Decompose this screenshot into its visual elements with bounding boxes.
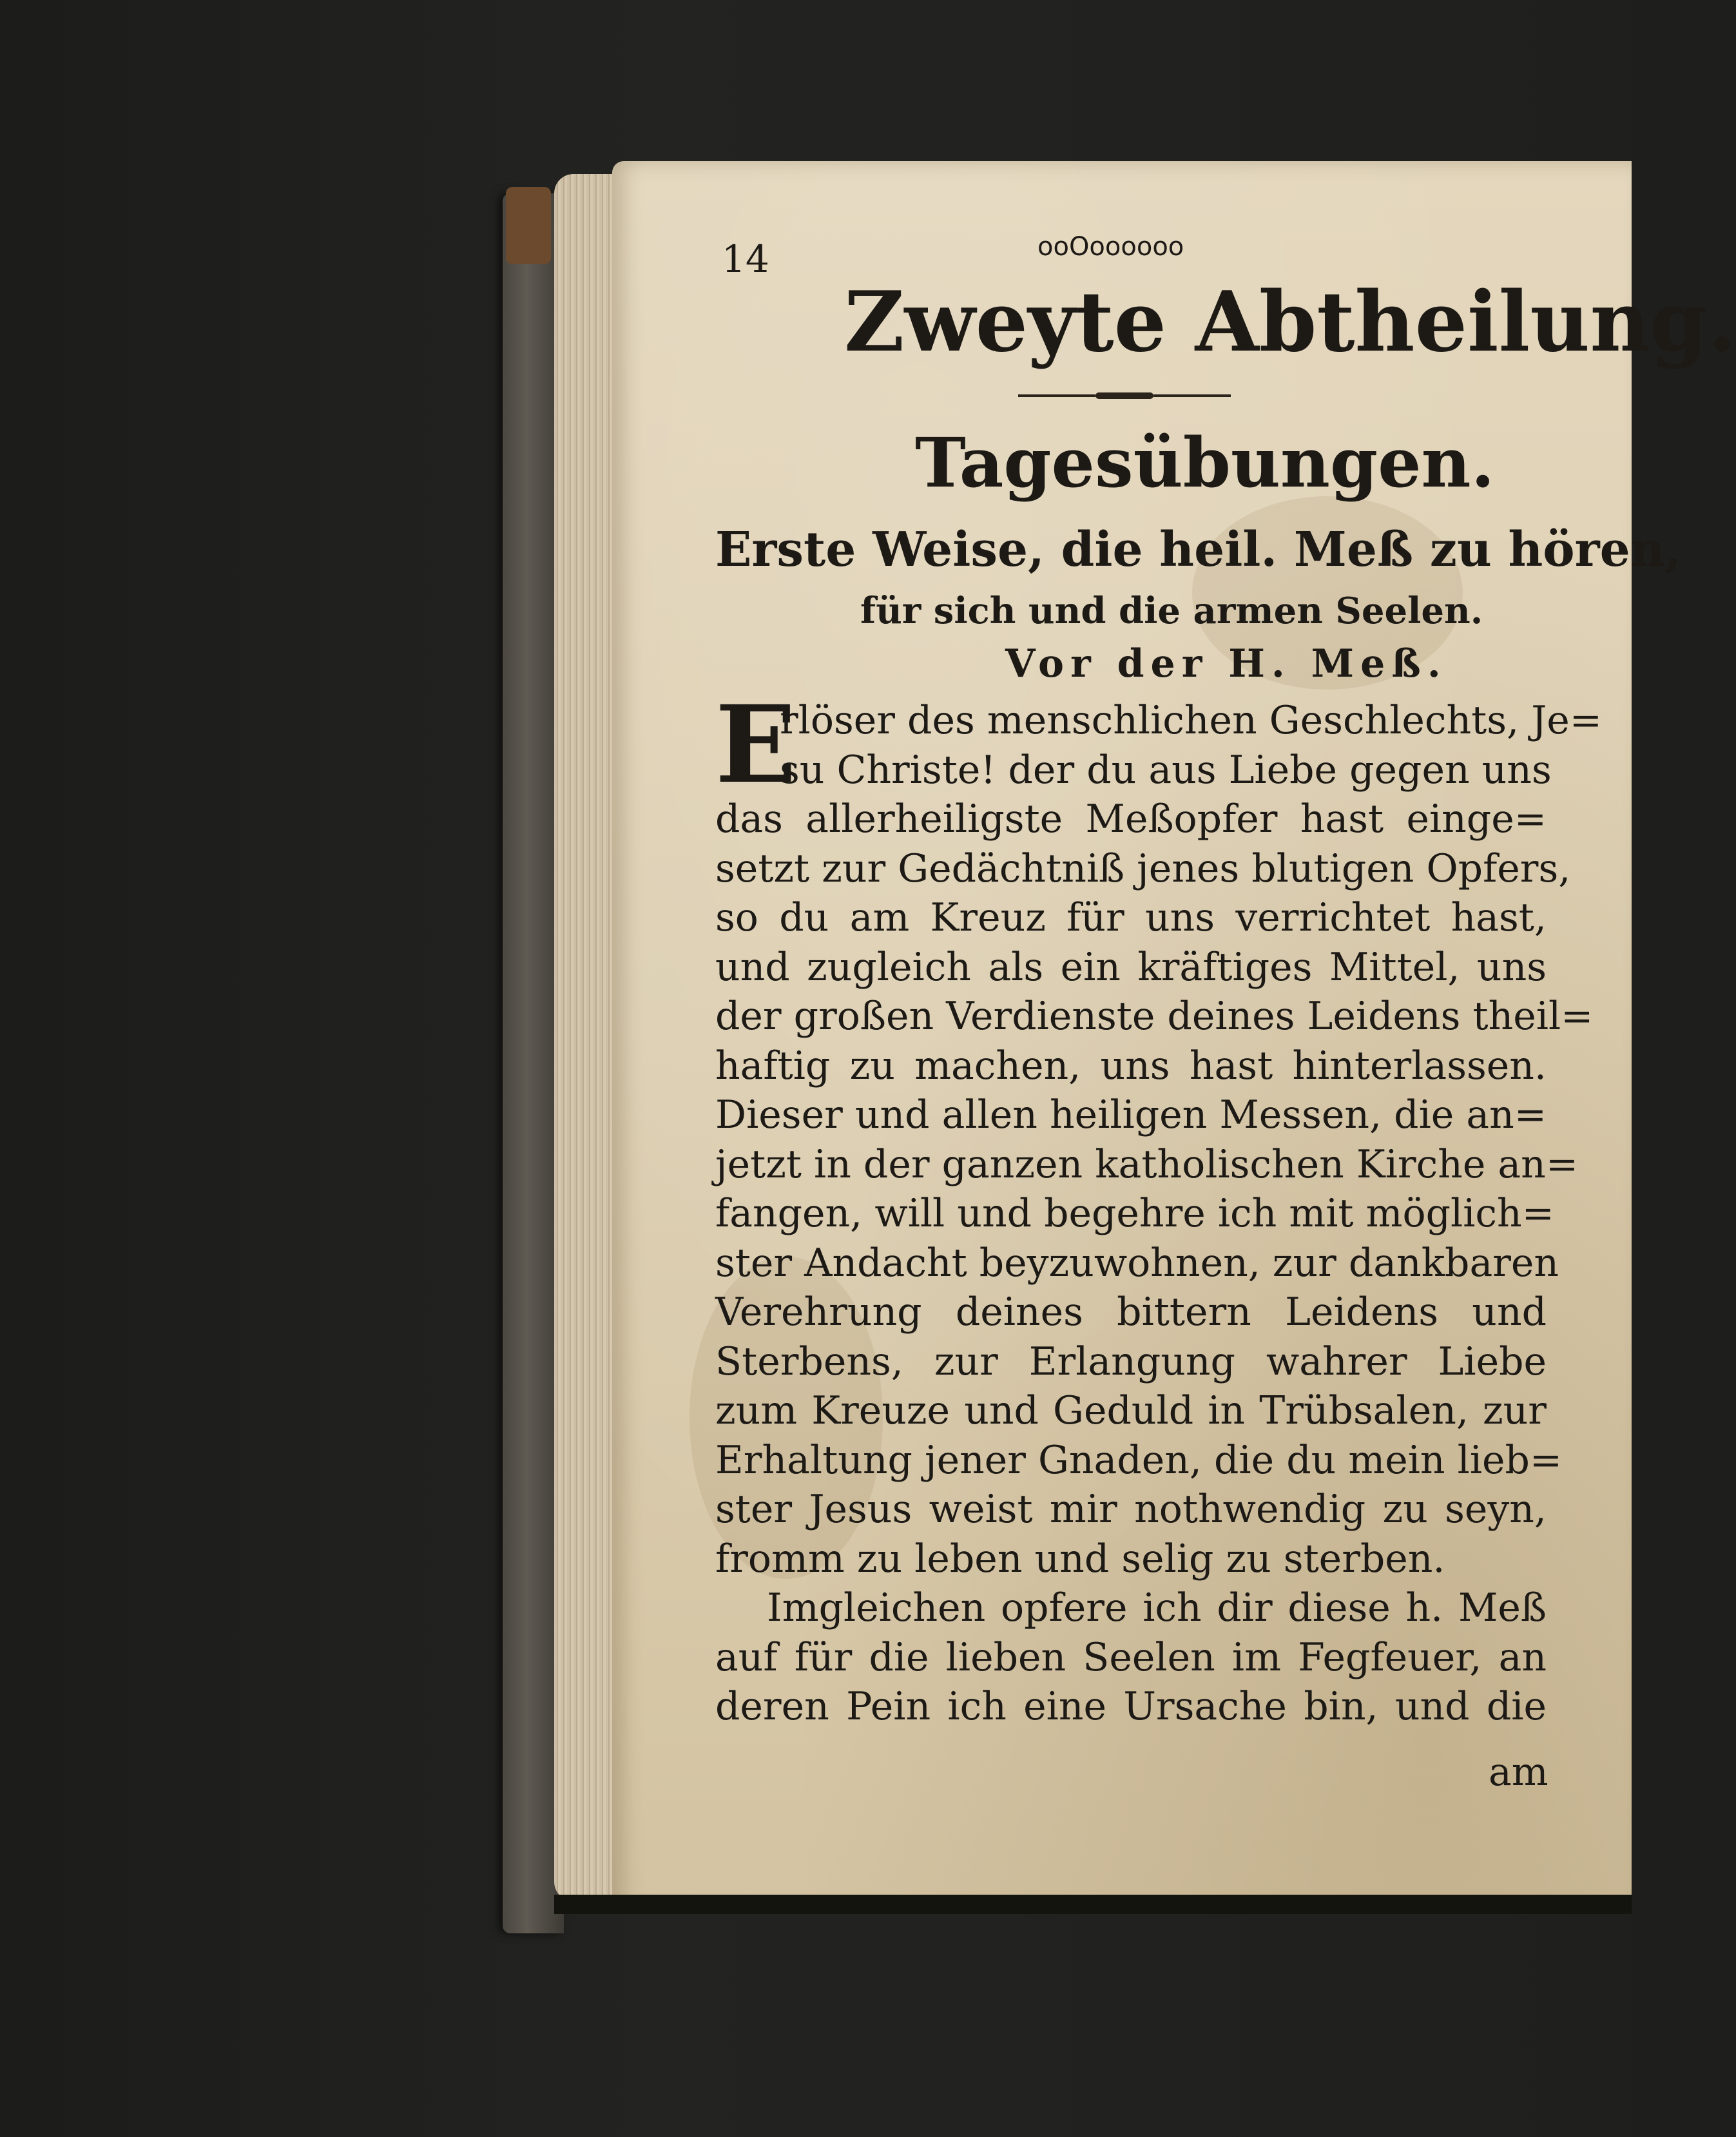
drop-cap: E: [715, 682, 796, 807]
text-line: fangen, will und begehre ich mit möglich=: [715, 1191, 1554, 1236]
divider-line-right: [1153, 394, 1231, 397]
divider-ornament: [1095, 392, 1153, 399]
text-line: ster Andacht beyzuwohnen, zur dankbaren: [715, 1240, 1559, 1286]
book-bottom-shadow: [554, 1895, 1632, 1914]
catchword: am: [1489, 1750, 1548, 1795]
text-line: setzt zur Gedächtniß jenes blutigen Opfers,: [715, 846, 1571, 891]
divider-line-left: [1018, 394, 1095, 397]
title-divider: [1018, 393, 1231, 398]
text-line: Dieser und allen heiligen Messen, die an=: [715, 1092, 1547, 1137]
chapter-subtitle: Tagesübungen.: [915, 422, 1495, 503]
text-line: zum Kreuze und Geduld in Trübsalen, zur: [715, 1388, 1547, 1433]
text-line: so du am Kreuz für uns verrichtet hast,: [715, 895, 1547, 940]
text-line: deren Pein ich eine Ursache bin, und die: [715, 1684, 1547, 1729]
text-line: haftig zu machen, uns hast hinterlassen.: [715, 1043, 1547, 1088]
text-line: der großen Verdienste deines Leidens theil=: [715, 994, 1594, 1039]
text-line: Imgleichen opfere ich dir diese h. Meß: [767, 1585, 1547, 1630]
section-subheading: für sich und die armen Seelen.: [860, 590, 1483, 632]
text-line: das allerheiligste Meßopfer hast einge=: [715, 797, 1547, 842]
text-line: jetzt in der ganzen katholischen Kirche an=: [715, 1141, 1579, 1187]
text-line: ster Jesus weist mir nothwendig zu seyn,: [715, 1487, 1547, 1532]
text-line: Sterbens, zur Erlangung wahrer Liebe: [715, 1339, 1547, 1384]
body-text: [715, 682, 1603, 1732]
book-page: [612, 161, 1736, 1914]
section-title: Zweyte Abtheilung.: [844, 274, 1736, 371]
spine-damage: [506, 187, 551, 264]
text-line: rlöser des menschlichen Geschlechts, Je=: [780, 698, 1603, 743]
text-line: auf für die lieben Seelen im Fegfeuer, an: [715, 1634, 1547, 1680]
text-line: Erhaltung jener Gnaden, die du mein lieb=: [715, 1437, 1563, 1483]
text-line: Verehrung deines bittern Leidens und: [715, 1290, 1547, 1335]
text-line: su Christe! der du aus Liebe gegen uns: [780, 747, 1552, 793]
text-line: fromm zu leben und selig zu sterben.: [715, 1536, 1445, 1581]
section-heading: Erste Weise, die heil. Meß zu hören,: [715, 522, 1682, 577]
header-ornament: ooOoooooo: [1037, 232, 1184, 262]
prayer-heading: Vor der H. Meß.: [1005, 641, 1447, 686]
text-line: und zugleich als ein kräftiges Mittel, uns: [715, 944, 1547, 990]
page-number: 14: [722, 237, 769, 281]
